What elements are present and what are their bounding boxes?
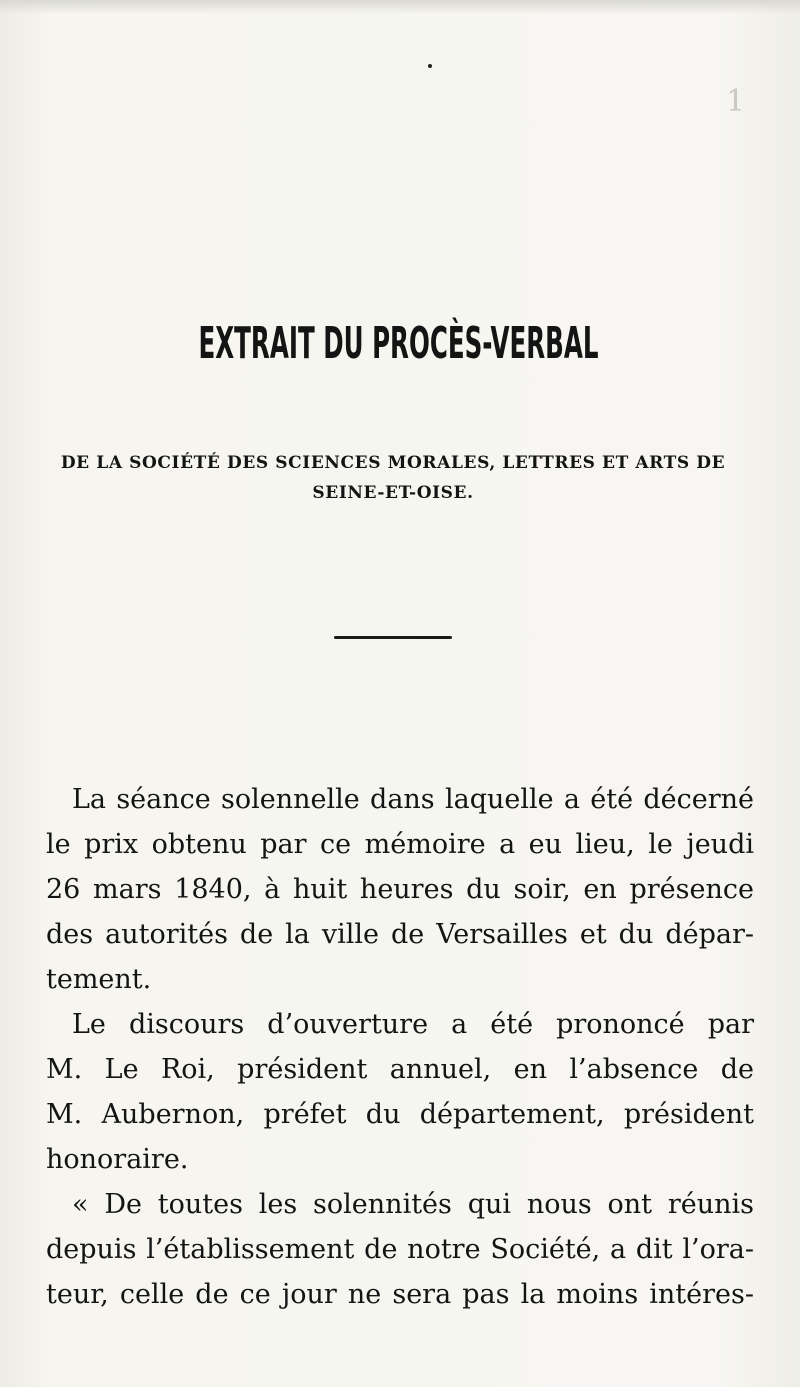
text-line: M. Aubernon, préfet du département, président [46, 1099, 754, 1130]
page-top-edge [0, 0, 800, 14]
text-line: M. Le Roi, président annuel, en l’absence de [46, 1054, 754, 1085]
ink-speck [428, 64, 432, 68]
paragraph-2 [46, 1002, 754, 1182]
section-divider [334, 636, 452, 639]
text-line: « De toutes les solennités qui nous ont réunis [72, 1189, 754, 1220]
text-line: le prix obtenu par ce mémoire a eu lieu, le jeudi [46, 829, 754, 860]
paragraph-1 [46, 777, 754, 1002]
text-line: teur, celle de ce jour ne sera pas la moins intéres- [46, 1279, 754, 1310]
text-line: 26 mars 1840, à huit heures du soir, en présence [46, 874, 754, 905]
subtitle-line-1: DE LA SOCIÉTÉ DES SCIENCES MORALES, LETTRES ET ARTS DE [60, 453, 726, 473]
text-line: Le discours d’ouverture a été prononcé par [72, 1009, 754, 1040]
page-title: EXTRAIT DU PROCÈS-VERBAL [198, 318, 599, 369]
page-corner-mark: 1 [726, 84, 746, 119]
paragraph-3 [46, 1182, 754, 1317]
text-line: La séance solennelle dans laquelle a été décerné [72, 784, 754, 815]
text-line: des autorités de la ville de Versailles et du dépar- [46, 919, 754, 950]
text-line: honoraire. [46, 1144, 189, 1175]
subtitle-line-2: SEINE-ET-OISE. [312, 483, 474, 503]
text-line: depuis l’établissement de notre Société, a dit l’ora- [46, 1234, 754, 1265]
text-line: tement. [46, 964, 152, 995]
page-subtitle [48, 448, 738, 508]
body-text [46, 777, 754, 1317]
